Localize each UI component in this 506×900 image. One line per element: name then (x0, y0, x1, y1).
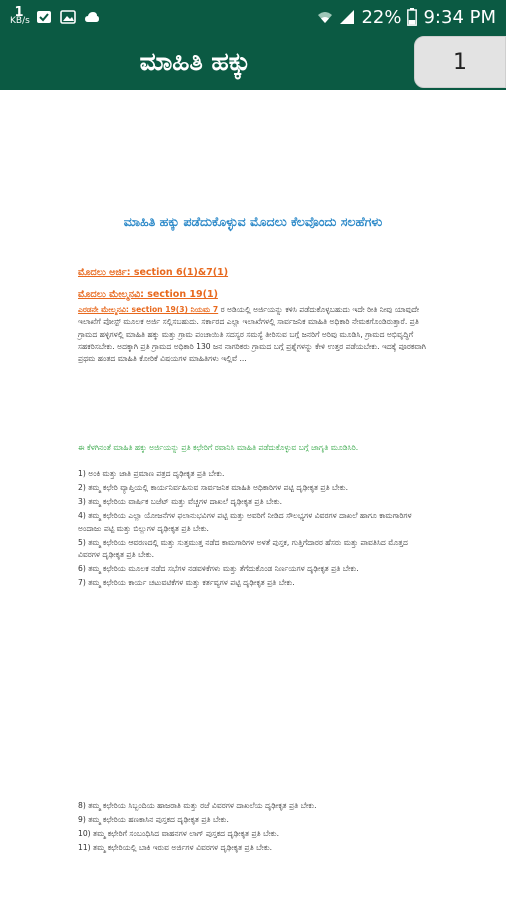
network-speed-indicator (10, 5, 30, 26)
page-number-button[interactable]: 1 (414, 36, 506, 88)
list-item: 6) ತಮ್ಮ ಕಛೇರಿಯ ಮೂಲಕ ನಡೆದ ಸಭೆಗಳ ನಡವಳಿಕೆಗಳು ಮತ್ತು ತೆಗೆದುಕೊಂಡ ನಿರ್ಣಯಗಳ ದೃಢೀಕೃತ ಪ್ರತಿ ಬೇಕು. (78, 564, 359, 574)
signal-icon (339, 9, 355, 25)
list-item: 5) ತಮ್ಮ ಕಛೇರಿಯ ಆವರಣದಲ್ಲಿ ಮತ್ತು ಸುತ್ತಮುತ್ತ ನಡೆದ ಕಾಮಗಾರಿಗಳ ಅಳತೆ ಪುಸ್ತಕ, ಗುತ್ತಿಗೆದಾರರ ಹೆಸರು ಮತ್ತು ಪಾವತಿಸಿದ ಮೊತ್ತದ ವಿವರಗಳ ದೃಢೀಕೃತ ಪ್ರತಿ ಬೇಕು. (78, 537, 408, 559)
instruction-line: ಈ ಕೆಳಗಿನಂತೆ ಮಾಹಿತಿ ಹಕ್ಕು ಅರ್ಜಿಯನ್ನು ಪ್ರತಿ ಕಛೇರಿಗೆ ರವಾನಿಸಿ ಮಾಹಿತಿ ಪಡೆದುಕೊಳ್ಳುವ ಬಗ್ಗೆ ಜಾಗೃತಿ ಮೂಡಿಸಿರಿ. (78, 443, 359, 452)
list-item: 9) ತಮ್ಮ ಕಛೇರಿಯ ಹಣಕಾಸಿನ ಪುಸ್ತಕದ ದೃಢೀಕೃತ ಪ್ರತಿ ಬೇಕು. (78, 815, 229, 825)
request-list (78, 468, 430, 591)
request-list-continued (78, 800, 430, 856)
intro-paragraph (78, 304, 430, 365)
list-item: 1) ಅಂಕಿ ಮತ್ತು ಜಾತಿ ಪ್ರಮಾಣ ಪತ್ರದ ದೃಢೀಕೃತ ಪ್ರತಿ ಬೇಕು. (78, 469, 225, 478)
network-speed-unit: KB/s (10, 16, 30, 26)
list-item: 7) ತಮ್ಮ ಕಛೇರಿಯ ಕಾರ್ಯ ಚಟುವಟಿಕೆಗಳ ಮತ್ತು ಕರ್ತವ್ಯಗಳ ಪಟ್ಟಿ ದೃಢೀಕೃತ ಪ್ರತಿ ಬೇಕು. (78, 578, 295, 588)
status-left (10, 5, 100, 26)
battery-icon (407, 8, 417, 26)
document-title: ಮಾಹಿತಿ ಹಕ್ಕು ಪಡೆದುಕೊಳ್ಳುವ ಮೊದಲು ಕೆಲವೊಂದು ಸಲಹೆಗಳು (123, 214, 383, 229)
app-title: ಮಾಹಿತಿ ಹಕ್ಕು (139, 47, 251, 76)
list-item: 4) ತಮ್ಮ ಕಛೇರಿಯ ಎಲ್ಲಾ ಯೋಜನೆಗಳ ಫಲಾನುಭವಿಗಳ ಪಟ್ಟಿ ಮತ್ತು ಅವರಿಗೆ ನೀಡಿದ ಸೌಲಭ್ಯಗಳ ವಿವರಗಳ ದಾಖಲೆ ಹಾಗೂ ಕಾಮಗಾರಿಗಳ ಅಂದಾಜು ಪಟ್ಟಿ ಮತ್ತು ಬಿಲ್ಲುಗಳ ದೃಢೀಕೃತ ಪ್ರತಿ ಬೇಕು. (78, 511, 412, 533)
first-application-link[interactable]: ಮೊದಲು ಅರ್ಜಿ: section 6(1)&7(1) (78, 267, 229, 278)
status-bar (0, 0, 506, 34)
wifi-icon (317, 9, 333, 25)
status-right (317, 7, 496, 28)
second-appeal-link[interactable]: ಎರಡನೇ ಮೇಲ್ಮನವಿ: section 19(3) ನಿಯಮ 7 (78, 305, 219, 314)
battery-percent: 22% (361, 6, 402, 28)
clock-time: 9:34 PM (423, 6, 496, 28)
download-check-icon (36, 9, 52, 25)
document-page[interactable] (0, 90, 506, 900)
list-item: 10) ತಮ್ಮ ಕಛೇರಿಗೆ ಸಂಬಂಧಿಸಿದ ವಾಹನಗಳ ಲಾಗ್ ಪುಸ್ತಕದ ದೃಢೀಕೃತ ಪ್ರತಿ ಬೇಕು. (78, 829, 280, 839)
list-item: 8) ತಮ್ಮ ಕಛೇರಿಯ ಸಿಬ್ಬಂದಿಯ ಹಾಜರಾತಿ ಮತ್ತು ರಜೆ ವಿವರಗಳ ದಾಖಲೆಯ ದೃಢೀಕೃತ ಪ್ರತಿ ಬೇಕು. (78, 801, 317, 810)
intro-paragraph-text: ರ ಅಡಿಯಲ್ಲಿ ಅರ್ಜಿಯನ್ನು ಕಳಿಸಿ ಪಡೆದುಕೊಳ್ಳಬಹುದು ಇದೇ ರೀತಿ ನೀವು ಯಾವುದೇ ಇಲಾಖೆಗೆ ಪೋಸ್ಟ್ ಮೂಲಕ ಅರ್ಜಿ ಸಲ್ಲಿಸಬಹುದು. ಸರ್ಕಾರದ ಎಲ್ಲಾ ಇಲಾಖೆಗಳಲ್ಲಿ ಸಾರ್ವಜನಿಕ ಮಾಹಿತಿ ಅಧಿಕಾರಿ ನೇಮಕಗೊಂಡಿರುತ್ತಾರೆ. ಪ್ರತಿ ಗ್ರಾಮದ ಹಳ್ಳಿಗಳಲ್ಲಿ ಮಾಹಿತಿ ಹಕ್ಕು ಮತ್ತು ಗ್ರಾಮ ಪಂಚಾಯಿತಿ ಸದಸ್ಯರ ಸಮಸ್ಯೆ ತೀರಿಸುವ ಬಗ್ಗೆ ಜನರಿಗೆ ಅರಿವು ಮೂಡಿಸಿ, ಗ್ರಾಮದ ಅಭಿವೃದ್ಧಿಗೆ ಸಹಕರಿಸಬೇಕು. ಅದಕ್ಕಾಗಿ ಪ್ರತಿ ಗ್ರಾಮದ ಅಧಿಕಾರಿ 130 ಜನ ನಾಗರಿಕರು ಗ್ರಾಮದ ಬಗ್ಗೆ ಪ್ರಶ್ನೆಗಳನ್ನು ಕೇಳಿ ಉತ್ತರ ಪಡೆಯಬೇಕು. ಇದಕ್ಕೆ ಪೂರಕವಾಗಿ ಪ್ರಥಮ ಹಂತದ ಮಾಹಿತಿ ಕೋರಿಕೆ ವಿಷಯಗಳ ಮಾಹಿತಿಗಳು ಇಲ್ಲಿವೆ ... (78, 305, 426, 364)
network-speed-value: 1 (14, 5, 24, 20)
image-icon (60, 9, 76, 25)
app-bar (0, 34, 506, 90)
section-links (78, 266, 430, 301)
list-item: 11) ತಮ್ಮ ಕಛೇರಿಯಲ್ಲಿ ಬಾಕಿ ಇರುವ ಅರ್ಜಿಗಳ ವಿವರಗಳ ದೃಢೀಕೃತ ಪ್ರತಿ ಬೇಕು. (78, 843, 273, 853)
first-appeal-link[interactable]: ಮೊದಲು ಮೇಲ್ಮನವಿ: section 19(1) (78, 289, 218, 300)
cloud-icon (84, 9, 100, 25)
list-item: 3) ತಮ್ಮ ಕಛೇರಿಯ ವಾರ್ಷಿಕ ಬಜೆಟ್ ಮತ್ತು ವೆಚ್ಚಗಳ ದಾಖಲೆ ದೃಢೀಕೃತ ಪ್ರತಿ ಬೇಕು. (78, 497, 282, 507)
list-item: 2) ತಮ್ಮ ಕಛೇರಿ ವ್ಯಾಪ್ತಿಯಲ್ಲಿ ಕಾರ್ಯನಿರ್ವಹಿಸುವ ಸಾರ್ವಜನಿಕ ಮಾಹಿತಿ ಅಧಿಕಾರಿಗಳ ಪಟ್ಟಿ ದೃಢೀಕೃತ ಪ್ರತಿ ಬೇಕು. (78, 483, 348, 493)
